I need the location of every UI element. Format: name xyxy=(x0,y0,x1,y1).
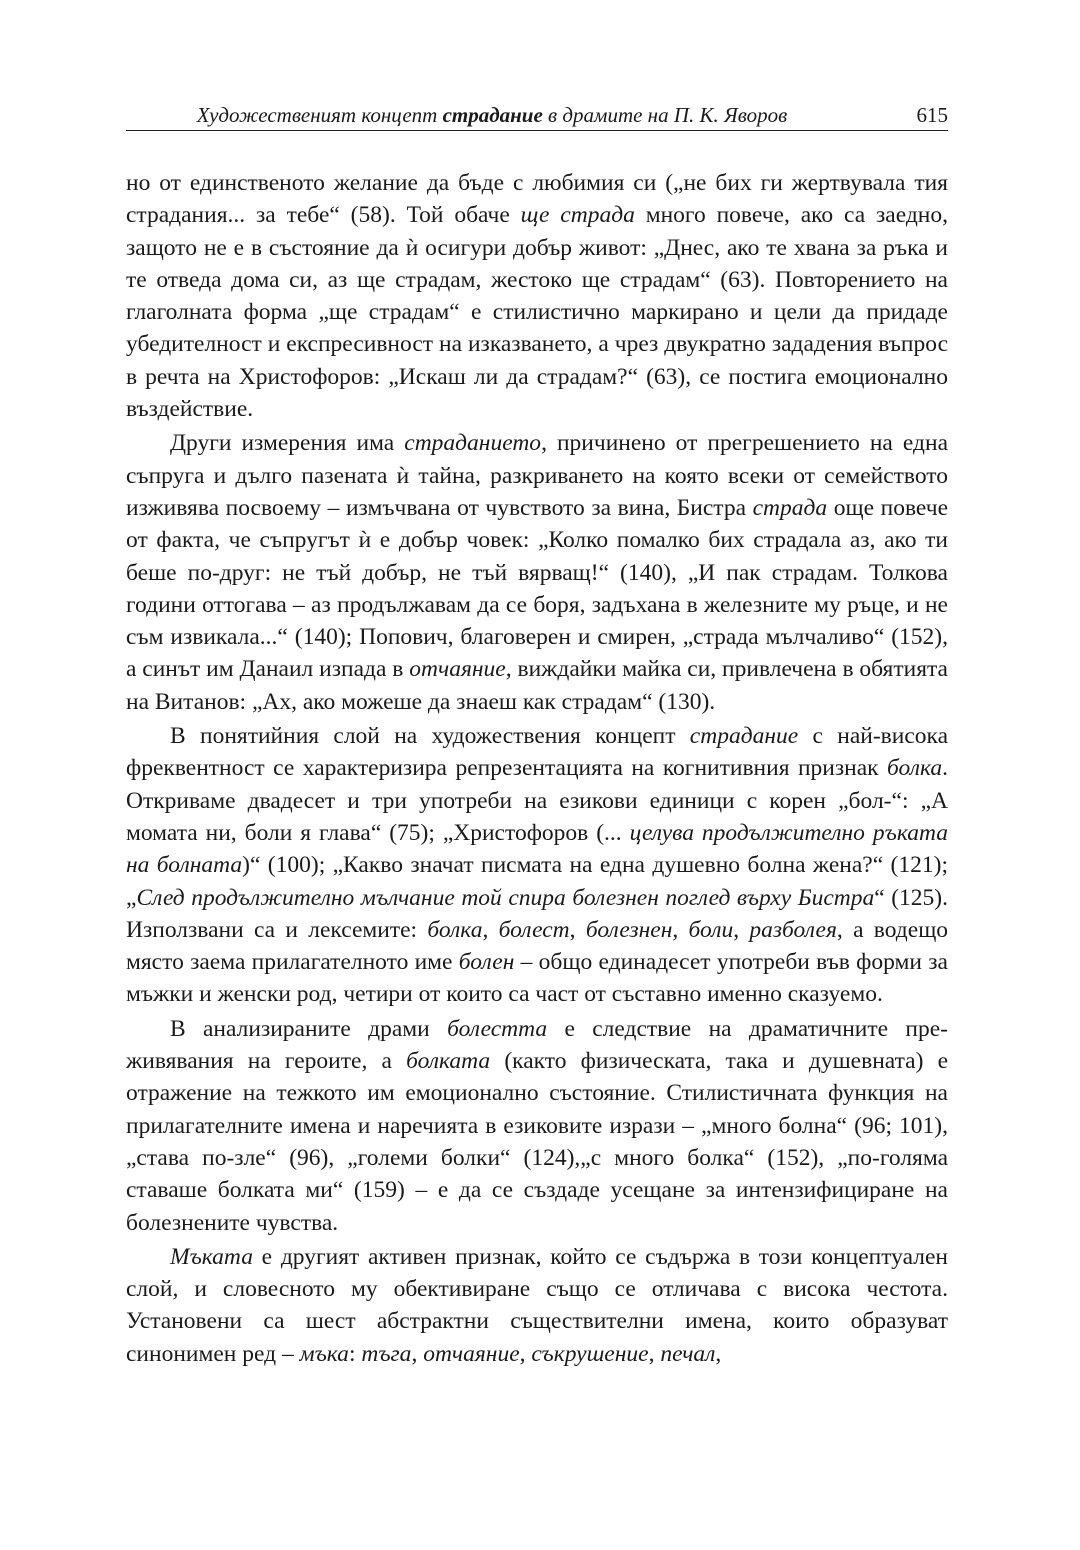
italic-term: страданието xyxy=(404,430,542,457)
italic-term: болка xyxy=(887,755,943,782)
italic-term: болка xyxy=(427,916,483,943)
paragraph xyxy=(126,427,948,718)
italic-term: отчаяние xyxy=(423,1340,520,1367)
paragraph xyxy=(126,167,948,425)
text-run: , виждайки майка си, привлечена в обятията на Витанов: „Ах, ако можеше да знаеш как страдам“ (130). xyxy=(126,656,948,715)
italic-term: страда xyxy=(752,494,828,521)
running-head-title xyxy=(126,102,858,128)
text-run: , xyxy=(648,1340,661,1367)
italic-term: отчаяние xyxy=(409,656,506,683)
running-head-keyword: страдание xyxy=(442,103,543,127)
text-run: е другият активен признак, който се съдържа в този концептуален слой, и словесното му обективиране също се отличава с висока честота. Установени са шест абстрактни съществителни имена, които образуват синонимен ред – xyxy=(126,1243,948,1367)
text-run: , xyxy=(482,916,499,943)
text-run: с най-висока фреквентност се характеризира репрезентацията на когнитивния признак xyxy=(126,723,948,782)
text-run: . Откриваме двадесет и три употреби на езикови единици с корен „бол-“: „А момата ни, боли я глава“ (75); „Христофоров (... xyxy=(126,755,948,846)
italic-term: съкрушение xyxy=(531,1340,649,1367)
text-run: , xyxy=(715,1340,722,1367)
text-run: Други измерения има xyxy=(170,430,405,457)
text-run: – общо единадесет употреби във форми за мъжки и женски род, четири от които са част от съставно именно сказуемо. xyxy=(126,949,948,1008)
text-run: още повече от факта, че съпругът ѝ е добър човек: „Колко помалко бих страдала аз, ако ти беше по-друг: не тъй добър, не тъй вярващ!“ (140), „И пак страдам. Толкова години оттогава – аз продължавам да се боря, задъхана в железните му ръце, и не съм извикала...“ (140); Попович, благоверен и смирен, „страда мълчаливо“ (152), а синът им Данаил изпада в xyxy=(126,494,949,683)
text-run: , xyxy=(569,916,586,943)
text-run: : xyxy=(348,1340,362,1367)
italic-term: ще страда xyxy=(520,202,635,229)
text-run: , xyxy=(411,1340,424,1367)
text-run: В понятийния слой на художествения концепт xyxy=(170,723,690,750)
page-number: 615 xyxy=(916,103,948,127)
text-run: (както физическата, така и душевната) е отражение на тежкото им емоционално състояние. Стилистичната функция на прилагателните имена и наречията в езиковите изрази – „много болна“ (96; 101), „става по-зле“ (96), „големи болки“ (124),„с много болка“ (152), „по-голяма ставаше болката ми“ (159) – е да се създаде усещане за интензифициране на болезнените чувства. xyxy=(126,1048,948,1236)
running-head-part: в драмите на П. К. Яворов xyxy=(542,103,788,127)
italic-term: разболея xyxy=(749,916,837,943)
running-head-part: Художественият концепт xyxy=(196,103,443,127)
italic-term: печал xyxy=(660,1340,716,1367)
italic-term: След продължително мълчание той спира болезнен поглед върху Бистра xyxy=(136,884,875,911)
italic-term: болката xyxy=(406,1048,491,1075)
text-run: , xyxy=(672,916,689,943)
italic-term: болезнен xyxy=(585,916,673,943)
italic-term: болест xyxy=(498,916,570,943)
paragraph xyxy=(126,720,948,1011)
italic-term: целува продължително ръката на болната xyxy=(126,819,948,879)
paragraph xyxy=(126,1241,948,1370)
text-run: , xyxy=(733,916,750,943)
text-run: е следствие на драматичните преживявания на героите, а xyxy=(126,1015,948,1075)
text-run: , а водещо място заема прилагателното име xyxy=(126,916,949,976)
text-run: много повече, ако са заедно, защото не е в състояние да ѝ осигури добър живот: „Днес, ако те хвана за ръка и те отведа дома си, аз ще страдам, жестоко ще страдам“ (63). Повторението на глаголната форма „ще страдам“ е стилистично маркирано и цели да придаде убедителност и експресивност на изказването, а чрез двукратно зададения въпрос в речта на Христофоров: „Искаш ли да страдам?“ (63), се постига емоционално въздействие. xyxy=(126,202,948,423)
italic-term: тъга xyxy=(361,1340,412,1367)
body-text xyxy=(126,167,948,1370)
text-run: В анализираните драми xyxy=(170,1015,448,1042)
italic-term: болен xyxy=(458,949,515,976)
text-run: , причинено от прегрешението на една съпруга и дълго пазената ѝ тайна, разкриването на която всеки от семейството изживява посвоему – измъчвана от чувството за вина, Бистра xyxy=(126,430,948,521)
italic-term: Мъката xyxy=(170,1243,253,1270)
italic-term: страдание xyxy=(689,723,799,750)
paragraph xyxy=(126,1013,948,1239)
text-run: “ (125). Използвани са и лексемите: xyxy=(126,884,948,943)
text-run: )“ (100); „Какво значат писмата на една душевно болна жена?“ (121); „ xyxy=(126,852,948,911)
text-run: но от единственото желание да бъде с любимия си („не бих ги жертвувала тия страдания... за тебе“ (58). Той обаче xyxy=(126,170,948,229)
italic-term: мъка xyxy=(299,1340,349,1367)
text-run: , xyxy=(519,1340,532,1367)
running-header xyxy=(126,102,948,131)
italic-term: боли xyxy=(688,916,734,943)
italic-term: болестта xyxy=(447,1015,548,1042)
